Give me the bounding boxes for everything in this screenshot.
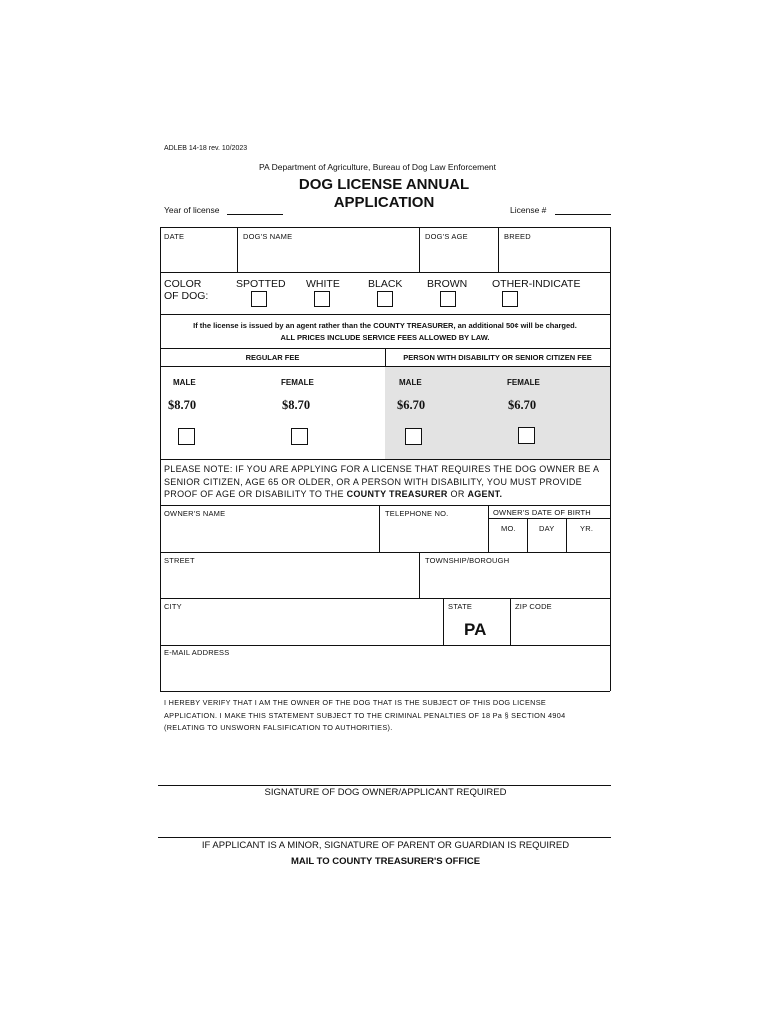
grid-line [160, 459, 610, 460]
grid-line [160, 598, 610, 599]
breed-field[interactable] [499, 243, 609, 271]
dogs-age-field[interactable] [420, 243, 497, 271]
grid-line [443, 598, 444, 645]
regular-female-price: $8.70 [282, 398, 311, 412]
regular-male-label: MALE [173, 378, 196, 387]
color-label [164, 278, 208, 302]
dob-year-field[interactable] [567, 535, 609, 551]
form-title [250, 176, 518, 212]
date-label: DATE [164, 232, 185, 241]
street-label: STREET [164, 556, 195, 565]
city-label: CITY [164, 602, 182, 611]
grid-line [160, 505, 610, 506]
email-field[interactable] [161, 660, 609, 690]
dogs-age-label: DOG'S AGE [425, 232, 468, 241]
regular-female-label: FEMALE [281, 378, 314, 387]
grid-line [610, 227, 611, 691]
dob-label: OWNER'S DATE OF BIRTH [493, 508, 591, 517]
dob-day-label: DAY [539, 524, 555, 533]
email-label: E-MAIL ADDRESS [164, 648, 230, 657]
title-line-1: DOG LICENSE ANNUAL [298, 176, 470, 193]
zip-label: ZIP CODE [515, 602, 552, 611]
please-note-mid: OR [447, 489, 468, 499]
township-field[interactable] [420, 567, 609, 597]
other-checkbox[interactable] [502, 291, 518, 307]
owners-name-label: OWNER'S NAME [164, 509, 226, 518]
grid-line [160, 552, 610, 553]
owner-signature-label: SIGNATURE OF DOG OWNER/APPLICANT REQUIRED [264, 787, 507, 798]
color-option-spotted: SPOTTED [236, 278, 286, 290]
grid-line [160, 272, 610, 273]
agent-note-line-2: ALL PRICES INCLUDE SERVICE FEES ALLOWED BY LAW. [280, 333, 490, 342]
color-label-line-2: OF DOG: [164, 290, 209, 302]
verification-statement: I HEREBY VERIFY THAT I AM THE OWNER OF THE DOG THAT IS THE SUBJECT OF THIS DOG LICENSE APPLICATION. I MAKE THIS STATEMENT SUBJECT TO THE CRIMINAL PENALTIES OF 18 Pa § SECTION 4904 (RELATING TO UNSWORN FALSIFICATION TO AUTHORITIES). [164, 698, 566, 732]
brown-checkbox[interactable] [440, 291, 456, 307]
guardian-signature-label: IF APPLICANT IS A MINOR, SIGNATURE OF PARENT OR GUARDIAN IS REQUIRED [201, 840, 570, 851]
grid-line [160, 314, 610, 315]
senior-male-checkbox[interactable] [405, 428, 422, 445]
telephone-field[interactable] [380, 520, 487, 551]
owner-signature-line[interactable] [158, 785, 611, 786]
department-name: PA Department of Agriculture, Bureau of Dog Law Enforcement [259, 162, 497, 172]
telephone-label: TELEPHONE NO. [385, 509, 449, 518]
spotted-checkbox[interactable] [251, 291, 267, 307]
dob-month-label: MO. [501, 524, 516, 533]
dob-month-field[interactable] [489, 535, 526, 551]
form-code: ADLEB 14-18 rev. 10/2023 [164, 145, 248, 152]
regular-female-checkbox[interactable] [291, 428, 308, 445]
please-note-bold-1: COUNTY TREASURER [346, 489, 448, 499]
agent-note-line-1: If the license is issued by an agent rather than the COUNTY TREASURER, an additional 50¢ will be charged. [193, 321, 577, 330]
color-option-white: WHITE [306, 278, 340, 290]
dogs-name-label: DOG'S NAME [243, 232, 293, 241]
guardian-signature-line[interactable] [158, 837, 611, 838]
title-line-2: APPLICATION [333, 194, 435, 211]
senior-female-price: $6.70 [508, 398, 537, 412]
please-note [164, 463, 610, 501]
dob-day-field[interactable] [528, 535, 565, 551]
grid-line [160, 645, 610, 646]
white-checkbox[interactable] [314, 291, 330, 307]
senior-male-label: MALE [399, 378, 422, 387]
regular-male-checkbox[interactable] [178, 428, 195, 445]
senior-female-label: FEMALE [507, 378, 540, 387]
color-option-other: OTHER-INDICATE [492, 278, 581, 290]
license-number-label: License # [510, 205, 547, 215]
breed-label: BREED [504, 232, 531, 241]
mail-to-instruction: MAIL TO COUNTY TREASURER'S OFFICE [290, 856, 481, 867]
license-number-field[interactable] [555, 214, 611, 215]
grid-line [160, 227, 610, 228]
color-option-black: BLACK [368, 278, 403, 290]
senior-female-checkbox[interactable] [518, 427, 535, 444]
owners-name-field[interactable] [161, 520, 378, 551]
regular-male-price: $8.70 [168, 398, 197, 412]
please-note-bold-2: AGENT. [467, 489, 503, 499]
grid-line [160, 691, 610, 692]
please-note-text: PLEASE NOTE: IF YOU ARE APPLYING FOR A LICENSE THAT REQUIRES THE DOG OWNER BE A SENIOR CITIZEN, AGE 65 OR OLDER, OR A PERSON WITH DISABILITY, YOU MUST PROVIDE PROOF OF AGE OR DISABILITY TO THE [164, 464, 599, 499]
senior-fee-header: PERSON WITH DISABILITY OR SENIOR CITIZEN FEE [403, 353, 592, 362]
zip-field[interactable] [511, 613, 609, 644]
year-of-license-label: Year of license [164, 205, 220, 215]
year-of-license-field[interactable] [227, 214, 283, 215]
state-value: PA [464, 620, 487, 639]
dob-year-label: YR. [580, 524, 594, 533]
color-option-brown: BROWN [427, 278, 468, 290]
dogs-name-field[interactable] [238, 243, 418, 271]
regular-fee-header: REGULAR FEE [245, 353, 300, 362]
color-label-line-1: COLOR [164, 278, 202, 290]
state-label: STATE [448, 602, 473, 611]
township-label: TOWNSHIP/BOROUGH [425, 556, 510, 565]
grid-line [488, 518, 610, 519]
city-field[interactable] [161, 613, 442, 644]
date-field[interactable] [161, 243, 236, 271]
black-checkbox[interactable] [377, 291, 393, 307]
senior-male-price: $6.70 [397, 398, 426, 412]
street-field[interactable] [161, 567, 418, 597]
